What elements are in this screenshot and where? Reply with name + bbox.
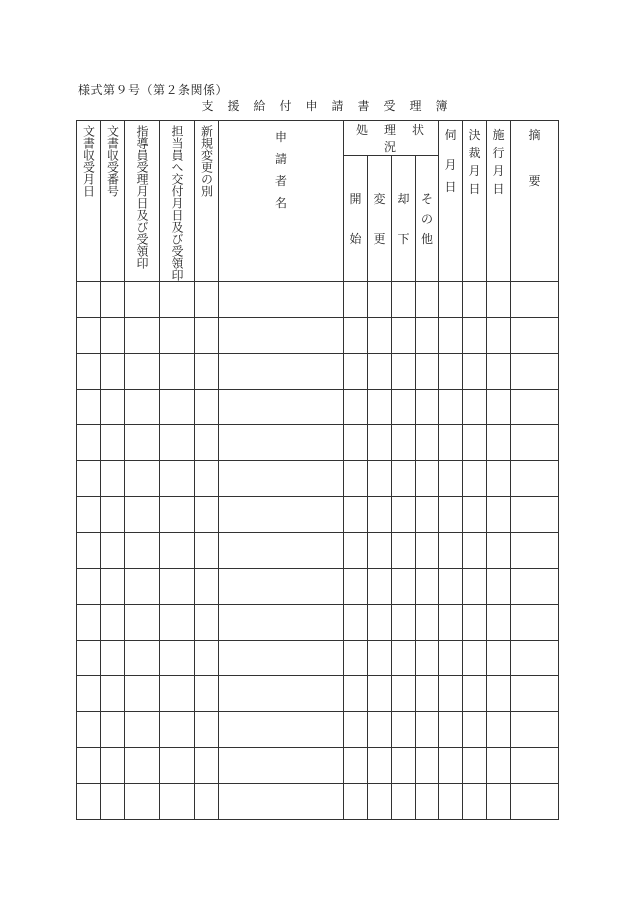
table-cell[interactable] [416,640,439,676]
table-cell[interactable] [344,497,368,533]
table-row [77,784,559,820]
form-title: 支 援 給 付 申 請 書 受 理 簿 [201,99,449,113]
table-cell[interactable] [463,317,487,353]
table-cell[interactable] [77,640,101,676]
table-cell[interactable] [511,604,559,640]
table-cell[interactable] [463,748,487,784]
table-cell[interactable] [344,568,368,604]
table-cell[interactable] [487,497,511,533]
table-cell[interactable] [101,640,125,676]
table-cell[interactable] [344,533,368,569]
table-cell[interactable] [439,425,463,461]
table-cell[interactable] [195,425,219,461]
table-cell[interactable] [195,604,219,640]
table-cell[interactable] [439,748,463,784]
header-applicant-name-char: 名 [274,196,287,210]
header-decision-date-char: 決 [468,128,481,142]
header-new-change [195,121,219,282]
table-cell[interactable] [439,533,463,569]
header-decision-date-char: 日 [468,182,481,196]
table-cell[interactable] [416,676,439,712]
table-cell[interactable] [160,461,195,497]
table-cell[interactable] [77,568,101,604]
table-cell[interactable] [368,676,392,712]
table-cell[interactable] [344,425,368,461]
table-cell[interactable] [439,389,463,425]
table-cell[interactable] [101,425,125,461]
header-guide-received-line2: 及び受領印 [135,209,149,269]
table-cell[interactable] [511,748,559,784]
table-cell[interactable] [101,282,125,318]
table-cell[interactable] [160,425,195,461]
table-row [77,568,559,604]
table-row [77,353,559,389]
table-cell[interactable] [219,282,344,318]
table-cell[interactable] [125,389,160,425]
table-cell[interactable] [368,282,392,318]
header-decision-date-char: 月 [468,164,481,178]
header-status-reject-char: 下 [397,231,410,246]
header-inquiry-date-char: 伺 [444,128,457,142]
table-cell[interactable] [195,712,219,748]
table-cell[interactable] [487,425,511,461]
form-caption: 様式第９号（第２条関係） [78,83,229,97]
table-cell[interactable] [511,712,559,748]
table-cell[interactable] [160,317,195,353]
table-cell[interactable] [195,282,219,318]
table-cell[interactable] [219,317,344,353]
table-cell[interactable] [416,425,439,461]
table-cell[interactable] [416,748,439,784]
table-cell[interactable] [219,748,344,784]
table-row [77,640,559,676]
table-cell[interactable] [195,676,219,712]
table-cell[interactable] [463,461,487,497]
table-cell[interactable] [368,748,392,784]
table-cell[interactable] [101,748,125,784]
table-cell[interactable] [101,604,125,640]
table-cell[interactable] [125,461,160,497]
table-cell[interactable] [160,676,195,712]
table-cell[interactable] [511,461,559,497]
table-cell[interactable] [101,712,125,748]
header-status-change [368,156,392,282]
table-cell[interactable] [77,353,101,389]
table-cell[interactable] [344,389,368,425]
header-inquiry-date [439,121,463,282]
table-cell[interactable] [195,533,219,569]
table-cell[interactable] [219,676,344,712]
table-cell[interactable] [101,317,125,353]
table-cell[interactable] [463,640,487,676]
table-cell[interactable] [160,497,195,533]
table-cell[interactable] [368,712,392,748]
table-row [77,712,559,748]
header-handover-line1: 担当員へ交付月日 [170,125,184,221]
header-status-start-char: 始 [349,231,362,246]
header-decision-date [463,121,487,282]
header-doc-number [101,121,125,282]
table-cell[interactable] [392,568,416,604]
header-guide-received-line1: 指導員受理月日 [135,125,149,209]
table-cell[interactable] [219,640,344,676]
table-cell[interactable] [77,712,101,748]
table-cell[interactable] [77,425,101,461]
table-row [77,604,559,640]
table-cell[interactable] [160,389,195,425]
table-cell[interactable] [368,604,392,640]
table-cell[interactable] [101,784,125,820]
table-cell[interactable] [487,461,511,497]
table-cell[interactable] [416,604,439,640]
table-cell[interactable] [77,676,101,712]
table-cell[interactable] [439,784,463,820]
table-cell[interactable] [77,389,101,425]
table-cell[interactable] [77,784,101,820]
table-cell[interactable] [219,389,344,425]
table-cell[interactable] [511,282,559,318]
table-cell[interactable] [487,568,511,604]
table-cell[interactable] [463,568,487,604]
table-cell[interactable] [125,568,160,604]
table-cell[interactable] [368,389,392,425]
table-cell[interactable] [439,640,463,676]
table-cell[interactable] [439,282,463,318]
header-status-start [344,156,368,282]
table-cell[interactable] [368,353,392,389]
table-cell[interactable] [416,282,439,318]
table-cell[interactable] [511,317,559,353]
header-enforce-date-char: 日 [492,182,505,196]
table-cell[interactable] [125,425,160,461]
table-cell[interactable] [392,282,416,318]
table-cell[interactable] [77,604,101,640]
table-cell[interactable] [416,461,439,497]
table-cell[interactable] [487,676,511,712]
table-cell[interactable] [344,282,368,318]
table-cell[interactable] [101,497,125,533]
table-cell[interactable] [101,568,125,604]
table-cell[interactable] [487,353,511,389]
table-cell[interactable] [463,676,487,712]
table-cell[interactable] [160,604,195,640]
table-cell[interactable] [195,748,219,784]
table-cell[interactable] [125,748,160,784]
table-cell[interactable] [463,784,487,820]
header-guide-received [125,121,160,282]
table-cell[interactable] [463,712,487,748]
table-cell[interactable] [463,389,487,425]
header-applicant-name-char: 請 [274,152,287,166]
table-cell[interactable] [344,461,368,497]
table-cell[interactable] [195,568,219,604]
table-cell[interactable] [368,461,392,497]
header-enforce-date-char: 月 [492,164,505,178]
table-cell[interactable] [77,533,101,569]
header-inquiry-date-char: 日 [444,180,457,194]
table-cell[interactable] [195,317,219,353]
table-cell[interactable] [101,676,125,712]
table-cell[interactable] [439,497,463,533]
table-cell[interactable] [463,497,487,533]
table-cell[interactable] [392,425,416,461]
table-cell[interactable] [439,604,463,640]
table-cell[interactable] [511,568,559,604]
table-cell[interactable] [439,568,463,604]
header-applicant-name [219,121,344,282]
table-cell[interactable] [392,533,416,569]
header-status-reject [392,156,416,282]
header-enforce-date-char: 行 [492,146,505,160]
table-cell[interactable] [344,676,368,712]
table-cell[interactable] [439,461,463,497]
header-doc-date-label: 文書収受月日 [81,125,96,197]
table-cell[interactable] [368,533,392,569]
table-cell[interactable] [511,389,559,425]
table-cell[interactable] [439,317,463,353]
table-cell[interactable] [77,317,101,353]
header-status-other [416,156,439,282]
table-cell[interactable] [219,712,344,748]
table-row [77,533,559,569]
table-cell[interactable] [160,784,195,820]
table-cell[interactable] [125,497,160,533]
header-status-change-char: 変 [373,191,386,206]
table-cell[interactable] [511,676,559,712]
table-cell[interactable] [125,676,160,712]
table-cell[interactable] [195,640,219,676]
table-cell[interactable] [160,568,195,604]
table-cell[interactable] [368,497,392,533]
table-cell[interactable] [219,425,344,461]
table-cell[interactable] [101,353,125,389]
table-cell[interactable] [344,784,368,820]
header-doc-date [77,121,101,282]
header-decision-date-char: 裁 [468,146,481,160]
table-cell[interactable] [416,389,439,425]
table-cell[interactable] [392,353,416,389]
table-cell[interactable] [392,317,416,353]
header-enforce-date [487,121,511,282]
table-cell[interactable] [416,317,439,353]
table-cell[interactable] [77,497,101,533]
table-cell[interactable] [368,317,392,353]
header-new-change-label: 新規変更の別 [199,125,214,197]
table-row [77,676,559,712]
table-cell[interactable] [195,784,219,820]
table-cell[interactable] [368,568,392,604]
table-cell[interactable] [77,748,101,784]
header-remarks-char: 要 [528,174,541,188]
header-status-other-char: の [421,211,434,226]
table-cell[interactable] [101,389,125,425]
table-cell[interactable] [368,640,392,676]
table-cell[interactable] [416,497,439,533]
header-status-change-char: 更 [373,231,386,246]
table-cell[interactable] [487,784,511,820]
header-status-other-char: そ [421,191,434,206]
table-cell[interactable] [463,604,487,640]
table-cell[interactable] [125,533,160,569]
table-cell[interactable] [463,353,487,389]
table-cell[interactable] [101,461,125,497]
table-cell[interactable] [125,317,160,353]
table-cell[interactable] [344,604,368,640]
table-cell[interactable] [219,568,344,604]
table-row [77,497,559,533]
table-cell[interactable] [160,282,195,318]
table-cell[interactable] [125,640,160,676]
table-row [77,425,559,461]
header-status-group: 処 理 状 況 [344,121,439,156]
header-applicant-name-char: 申 [274,130,287,144]
table-cell[interactable] [416,712,439,748]
table-cell[interactable] [487,389,511,425]
register-table [76,120,559,820]
table-row [77,317,559,353]
table-cell[interactable] [392,784,416,820]
header-status-reject-char: 却 [397,191,410,206]
table-cell[interactable] [511,533,559,569]
header-enforce-date-char: 施 [492,128,505,142]
table-row [77,282,559,318]
table-cell[interactable] [416,353,439,389]
table-cell[interactable] [219,353,344,389]
table-cell[interactable] [195,353,219,389]
table-cell[interactable] [487,604,511,640]
table-cell[interactable] [392,497,416,533]
table-cell[interactable] [511,640,559,676]
table-cell[interactable] [487,533,511,569]
header-remarks-char: 摘 [528,128,541,142]
header-status-other-char: 他 [421,231,434,246]
header-doc-number-label: 文書収受番号 [105,125,120,197]
header-remarks [511,121,559,282]
table-row [77,748,559,784]
table-cell[interactable] [392,712,416,748]
table-cell[interactable] [219,533,344,569]
header-handover [160,121,195,282]
table-cell[interactable] [439,353,463,389]
table-cell[interactable] [392,640,416,676]
table-cell[interactable] [463,533,487,569]
table-cell[interactable] [77,282,101,318]
table-cell[interactable] [219,497,344,533]
table-cell[interactable] [125,353,160,389]
table-cell[interactable] [101,533,125,569]
table-cell[interactable] [487,640,511,676]
table-cell[interactable] [511,425,559,461]
table-cell[interactable] [344,353,368,389]
table-cell[interactable] [125,712,160,748]
table-row [77,389,559,425]
table-cell[interactable] [160,353,195,389]
table-cell[interactable] [511,497,559,533]
table-cell[interactable] [344,712,368,748]
table-cell[interactable] [77,461,101,497]
table-cell[interactable] [344,640,368,676]
table-cell[interactable] [416,784,439,820]
table-cell[interactable] [392,676,416,712]
table-cell[interactable] [511,784,559,820]
table-cell[interactable] [219,604,344,640]
table-cell[interactable] [392,389,416,425]
table-cell[interactable] [195,461,219,497]
header-applicant-name-char: 者 [274,174,287,188]
table-cell[interactable] [219,461,344,497]
header-status-start-char: 開 [349,191,362,206]
table-cell[interactable] [463,282,487,318]
table-cell[interactable] [195,389,219,425]
table-cell[interactable] [392,461,416,497]
table-cell[interactable] [416,568,439,604]
table-cell[interactable] [487,748,511,784]
table-cell[interactable] [125,282,160,318]
table-cell[interactable] [160,640,195,676]
table-cell[interactable] [160,533,195,569]
table-cell[interactable] [219,784,344,820]
table-cell[interactable] [125,604,160,640]
table-cell[interactable] [416,533,439,569]
register-body [77,282,559,820]
table-cell[interactable] [344,748,368,784]
table-cell[interactable] [392,748,416,784]
header-inquiry-date-char: 月 [444,158,457,172]
table-cell[interactable] [344,317,368,353]
table-cell[interactable] [439,712,463,748]
table-cell[interactable] [487,317,511,353]
table-cell[interactable] [160,712,195,748]
table-cell[interactable] [511,353,559,389]
table-cell[interactable] [487,712,511,748]
table-cell[interactable] [487,282,511,318]
table-cell[interactable] [368,784,392,820]
table-cell[interactable] [368,425,392,461]
table-row [77,461,559,497]
table-cell[interactable] [463,425,487,461]
header-handover-line2: 及び受領印 [170,221,184,281]
table-cell[interactable] [160,748,195,784]
table-cell[interactable] [439,676,463,712]
table-cell[interactable] [392,604,416,640]
table-cell[interactable] [195,497,219,533]
table-cell[interactable] [125,784,160,820]
